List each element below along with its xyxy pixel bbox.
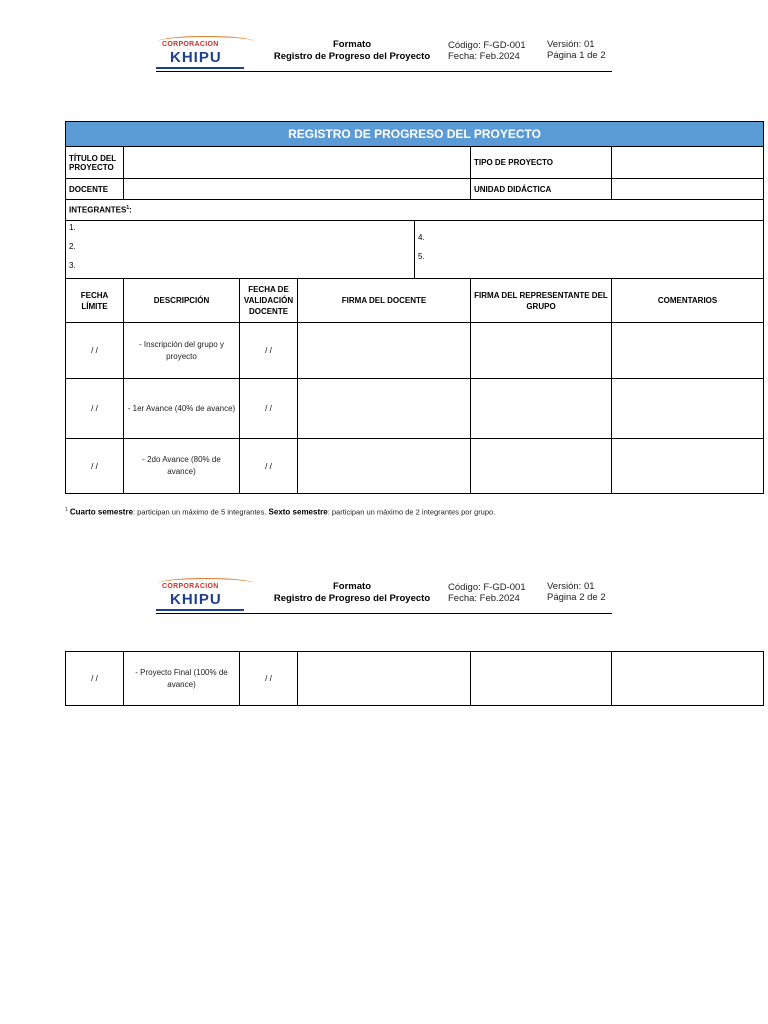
members-footnote-ref: 1	[126, 205, 130, 212]
table-row	[66, 439, 764, 494]
logo-underline	[156, 67, 244, 69]
footnote-number: 1	[65, 507, 68, 513]
progress-form-table	[65, 121, 764, 494]
unit-field[interactable]	[612, 179, 764, 200]
table-row	[66, 379, 764, 439]
logo-top-text: CORPORACION	[162, 41, 219, 48]
description-cell: - Proyecto Final (100% de avance)	[124, 652, 240, 706]
col-rep-signature: FIRMA DEL REPRESENTANTE DEL GRUPO	[471, 279, 612, 323]
logo-underline	[156, 609, 244, 611]
format-label: Formato	[333, 581, 371, 592]
page-header-1	[156, 36, 612, 72]
rep-signature-cell[interactable]	[471, 379, 612, 439]
date-text: Fecha: Feb.2024	[448, 593, 520, 604]
validation-cell[interactable]: / /	[240, 652, 298, 706]
teacher-signature-cell[interactable]	[298, 379, 471, 439]
project-title-label: TÍTULO DEL PROYECTO	[66, 147, 124, 179]
members-colon: :	[129, 205, 132, 215]
member-3: 3.	[69, 261, 76, 270]
teacher-signature-cell[interactable]	[298, 323, 471, 379]
rep-signature-cell[interactable]	[471, 323, 612, 379]
description-cell: - Inscripción del grupo y proyecto	[124, 323, 240, 379]
page-number: Página 1 de 2	[547, 50, 606, 61]
comments-cell[interactable]	[612, 379, 764, 439]
col-description: DESCRIPCIÓN	[124, 279, 240, 323]
project-type-field[interactable]	[612, 147, 764, 179]
col-comments: COMENTARIOS	[612, 279, 764, 323]
comments-cell[interactable]	[612, 652, 764, 706]
comments-cell[interactable]	[612, 323, 764, 379]
teacher-label: DOCENTE	[66, 179, 124, 200]
table-row	[66, 323, 764, 379]
unit-label: UNIDAD DIDÁCTICA	[471, 179, 612, 200]
members-right[interactable]	[415, 221, 764, 279]
teacher-signature-cell[interactable]	[298, 652, 471, 706]
footnote-text-2: : participan un máximo de 2 integrantes por grupo.	[327, 507, 496, 517]
teacher-field[interactable]	[124, 179, 471, 200]
project-title-field[interactable]	[124, 147, 471, 179]
deadline-cell[interactable]: / /	[66, 652, 124, 706]
col-deadline: FECHA LÍMITE	[66, 279, 124, 323]
date-text: Fecha: Feb.2024	[448, 51, 520, 62]
format-title: Registro de Progreso del Proyecto	[273, 51, 431, 62]
footnote	[65, 507, 495, 517]
validation-cell[interactable]: / /	[240, 439, 298, 494]
col-validation: FECHA DE VALIDACIÓN DOCENTE	[240, 279, 298, 323]
logo-main-text: KHIPU	[170, 591, 222, 608]
description-cell: - 2do Avance (80% de avance)	[124, 439, 240, 494]
teacher-signature-cell[interactable]	[298, 439, 471, 494]
logo-main-text: KHIPU	[170, 49, 222, 66]
code-text: Código: F-GD-001	[448, 582, 526, 593]
deadline-cell[interactable]: / /	[66, 323, 124, 379]
deadline-cell[interactable]: / /	[66, 439, 124, 494]
members-label: INTEGRANTES	[69, 205, 127, 215]
progress-form-table-page2	[65, 651, 764, 706]
validation-cell[interactable]: / /	[240, 379, 298, 439]
company-logo	[156, 578, 256, 612]
version-text: Versión: 01	[547, 39, 595, 50]
logo-top-text: CORPORACION	[162, 583, 219, 590]
footnote-bold-2: Sexto semestre	[268, 507, 328, 517]
code-text: Código: F-GD-001	[448, 40, 526, 51]
deadline-cell[interactable]: / /	[66, 379, 124, 439]
version-text: Versión: 01	[547, 581, 595, 592]
header-divider	[156, 613, 612, 614]
member-5: 5.	[418, 251, 425, 261]
col-teacher-signature: FIRMA DEL DOCENTE	[298, 279, 471, 323]
rep-signature-cell[interactable]	[471, 652, 612, 706]
description-cell: - 1er Avance (40% de avance)	[124, 379, 240, 439]
member-2: 2.	[69, 242, 76, 251]
comments-cell[interactable]	[612, 439, 764, 494]
member-1: 1.	[69, 223, 76, 232]
page-number: Página 2 de 2	[547, 592, 606, 603]
members-label-cell	[66, 200, 764, 221]
page-header-2	[156, 578, 612, 614]
members-left[interactable]	[66, 221, 415, 279]
member-4: 4.	[418, 232, 425, 242]
footnote-bold-1: Cuarto semestre	[69, 507, 134, 517]
footnote-text-1: : participan un máximo de 5 integrantes.	[133, 507, 267, 517]
format-title: Registro de Progreso del Proyecto	[273, 593, 431, 604]
company-logo	[156, 36, 256, 70]
project-type-label: TIPO DE PROYECTO	[471, 147, 612, 179]
validation-cell[interactable]: / /	[240, 323, 298, 379]
form-title: REGISTRO DE PROGRESO DEL PROYECTO	[66, 122, 764, 147]
header-divider	[156, 71, 612, 72]
rep-signature-cell[interactable]	[471, 439, 612, 494]
format-label: Formato	[333, 39, 371, 50]
table-row	[66, 652, 764, 706]
